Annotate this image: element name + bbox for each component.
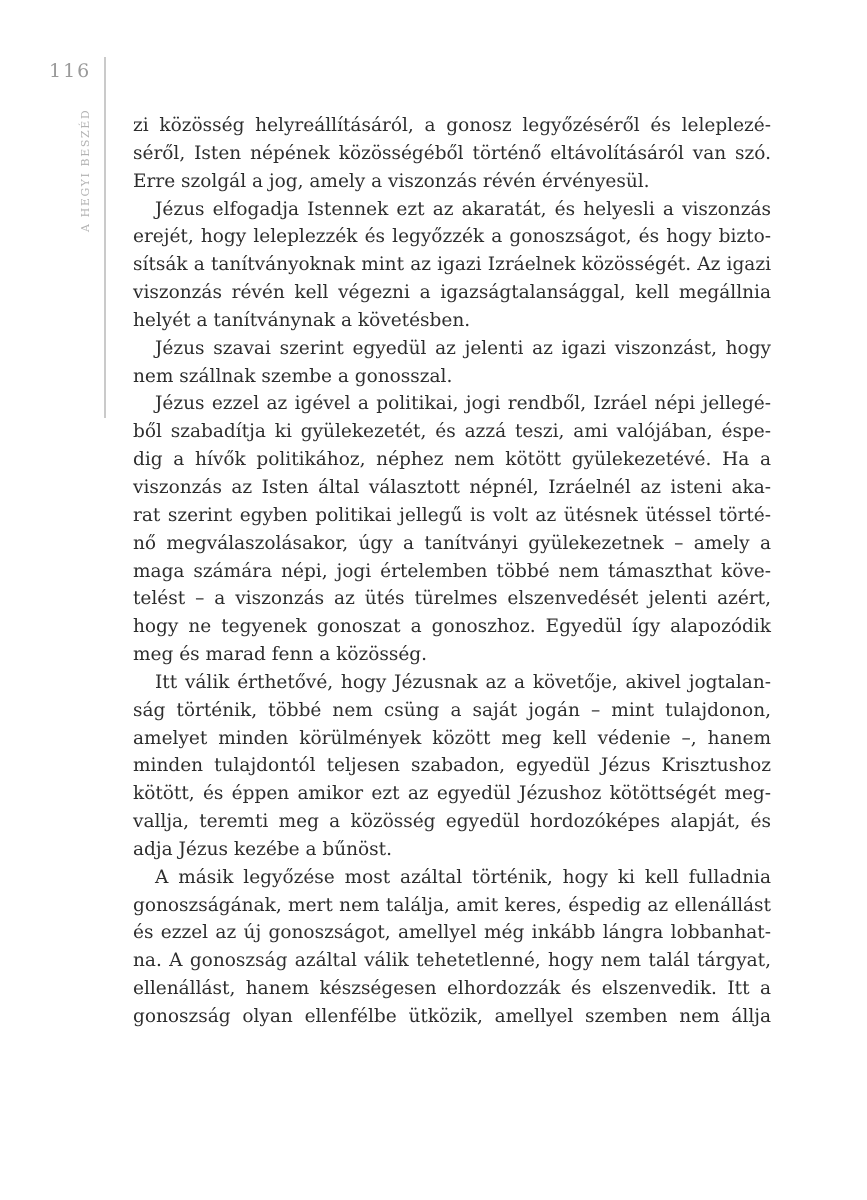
text-line: Jézus elfogadja Istennek ezt az akaratát, és helyesli a viszonzás [155, 198, 771, 220]
text-line: nem szállnak szembe a gonosszal. [133, 365, 453, 387]
page-number: 116 [49, 60, 92, 82]
text-line: ellenállást, hanem készségesen elhordozzák és elszenvedik. Itt a [133, 978, 771, 1000]
text-line: minden tulajdontól teljesen szabadon, egyedül Jézus Krisztushoz [133, 755, 771, 777]
text-line: rat szerint egyben politikai jellegű is volt az ütésnek ütéssel törté- [133, 504, 771, 526]
text-line: zi közösség helyreállításáról, a gonosz legyőzéséről és leleplezé- [133, 115, 771, 136]
text-line: kötött, és éppen amikor ezt az egyedül Jézushoz kötöttségét meg- [133, 783, 771, 805]
text-line: sítsák a tanítványoknak mint az igazi Izráelnek közösségét. Az igazi [133, 254, 771, 276]
text-line: és ezzel az új gonoszságot, amellyel még inkább lángra lobbanhat- [133, 922, 771, 944]
page-body [133, 112, 771, 1031]
text-line: dig a hívők politikához, néphez nem kötött gyülekezetévé. Ha a [133, 449, 771, 471]
text-line: A másik legyőzése most azáltal történik, hogy ki kell fulladnia [155, 866, 771, 888]
text-line: ből szabadítja ki gyülekezetét, és azzá teszi, ami valójában, éspe- [133, 421, 771, 443]
paragraph [133, 112, 771, 196]
text-line: telést – a viszonzás az ütés türelmes elszenvedését jelenti azért, [133, 588, 771, 610]
text-line: adja Jézus kezébe a bűnöst. [133, 838, 392, 860]
text-line: séről, Isten népének közösségéből történő eltávolításáról van szó. [133, 142, 771, 164]
text-line: hogy ne tegyenek gonoszat a gonoszhoz. Egyedül így alapozódik [133, 616, 771, 638]
text-line: erejét, hogy leleplezzék és legyőzzék a gonoszságot, és hogy bizto- [133, 226, 771, 248]
text-line: viszonzás az Isten által választott népnél, Izráelnél az isteni aka- [133, 476, 771, 498]
paragraph [133, 390, 771, 668]
paragraph [133, 864, 771, 1031]
margin-divider-rule [104, 57, 106, 418]
text-line: gonoszság olyan ellenfélbe ütközik, amellyel szemben nem állja [133, 1006, 771, 1027]
text-line: vallja, teremti meg a közösség egyedül hordozóképes alapját, és [133, 811, 771, 833]
text-line: ság történik, többé nem csüng a saját jogán – mint tulajdonon, [133, 699, 771, 721]
text-line: helyét a tanítványnak a követésben. [133, 309, 471, 331]
text-line: amelyet minden körülmények között meg kell védenie –, hanem [133, 727, 771, 749]
text-line: Erre szolgál a jog, amely a viszonzás révén érvényesül. [133, 170, 650, 192]
text-line: na. A gonoszság azáltal válik tehetetlenné, hogy nem talál tárgyat, [133, 950, 771, 972]
text-line: Itt válik érthetővé, hogy Jézusnak az a követője, akivel jogtalan- [155, 671, 771, 693]
paragraph [133, 335, 771, 391]
paragraph [133, 669, 771, 864]
text-line: meg és marad fenn a közösség. [133, 644, 428, 666]
text-line: Jézus ezzel az igével a politikai, jogi rendből, Izráel népi jellegé- [155, 393, 771, 415]
running-header: A HEGYI BESZÉD [79, 108, 92, 232]
text-line: gonoszságának, mert nem találja, amit keres, éspedig az ellenállást [133, 894, 771, 916]
paragraph [133, 196, 771, 335]
text-line: viszonzás révén kell végezni a igazságtalansággal, kell megállnia [133, 282, 771, 304]
text-line: maga számára népi, jogi értelemben többé nem támaszthat köve- [133, 560, 771, 582]
text-line: nő megválaszolásakor, úgy a tanítványi gyülekezetnek – amely a [133, 532, 771, 554]
text-line: Jézus szavai szerint egyedül az jelenti az igazi viszonzást, hogy [155, 337, 771, 359]
